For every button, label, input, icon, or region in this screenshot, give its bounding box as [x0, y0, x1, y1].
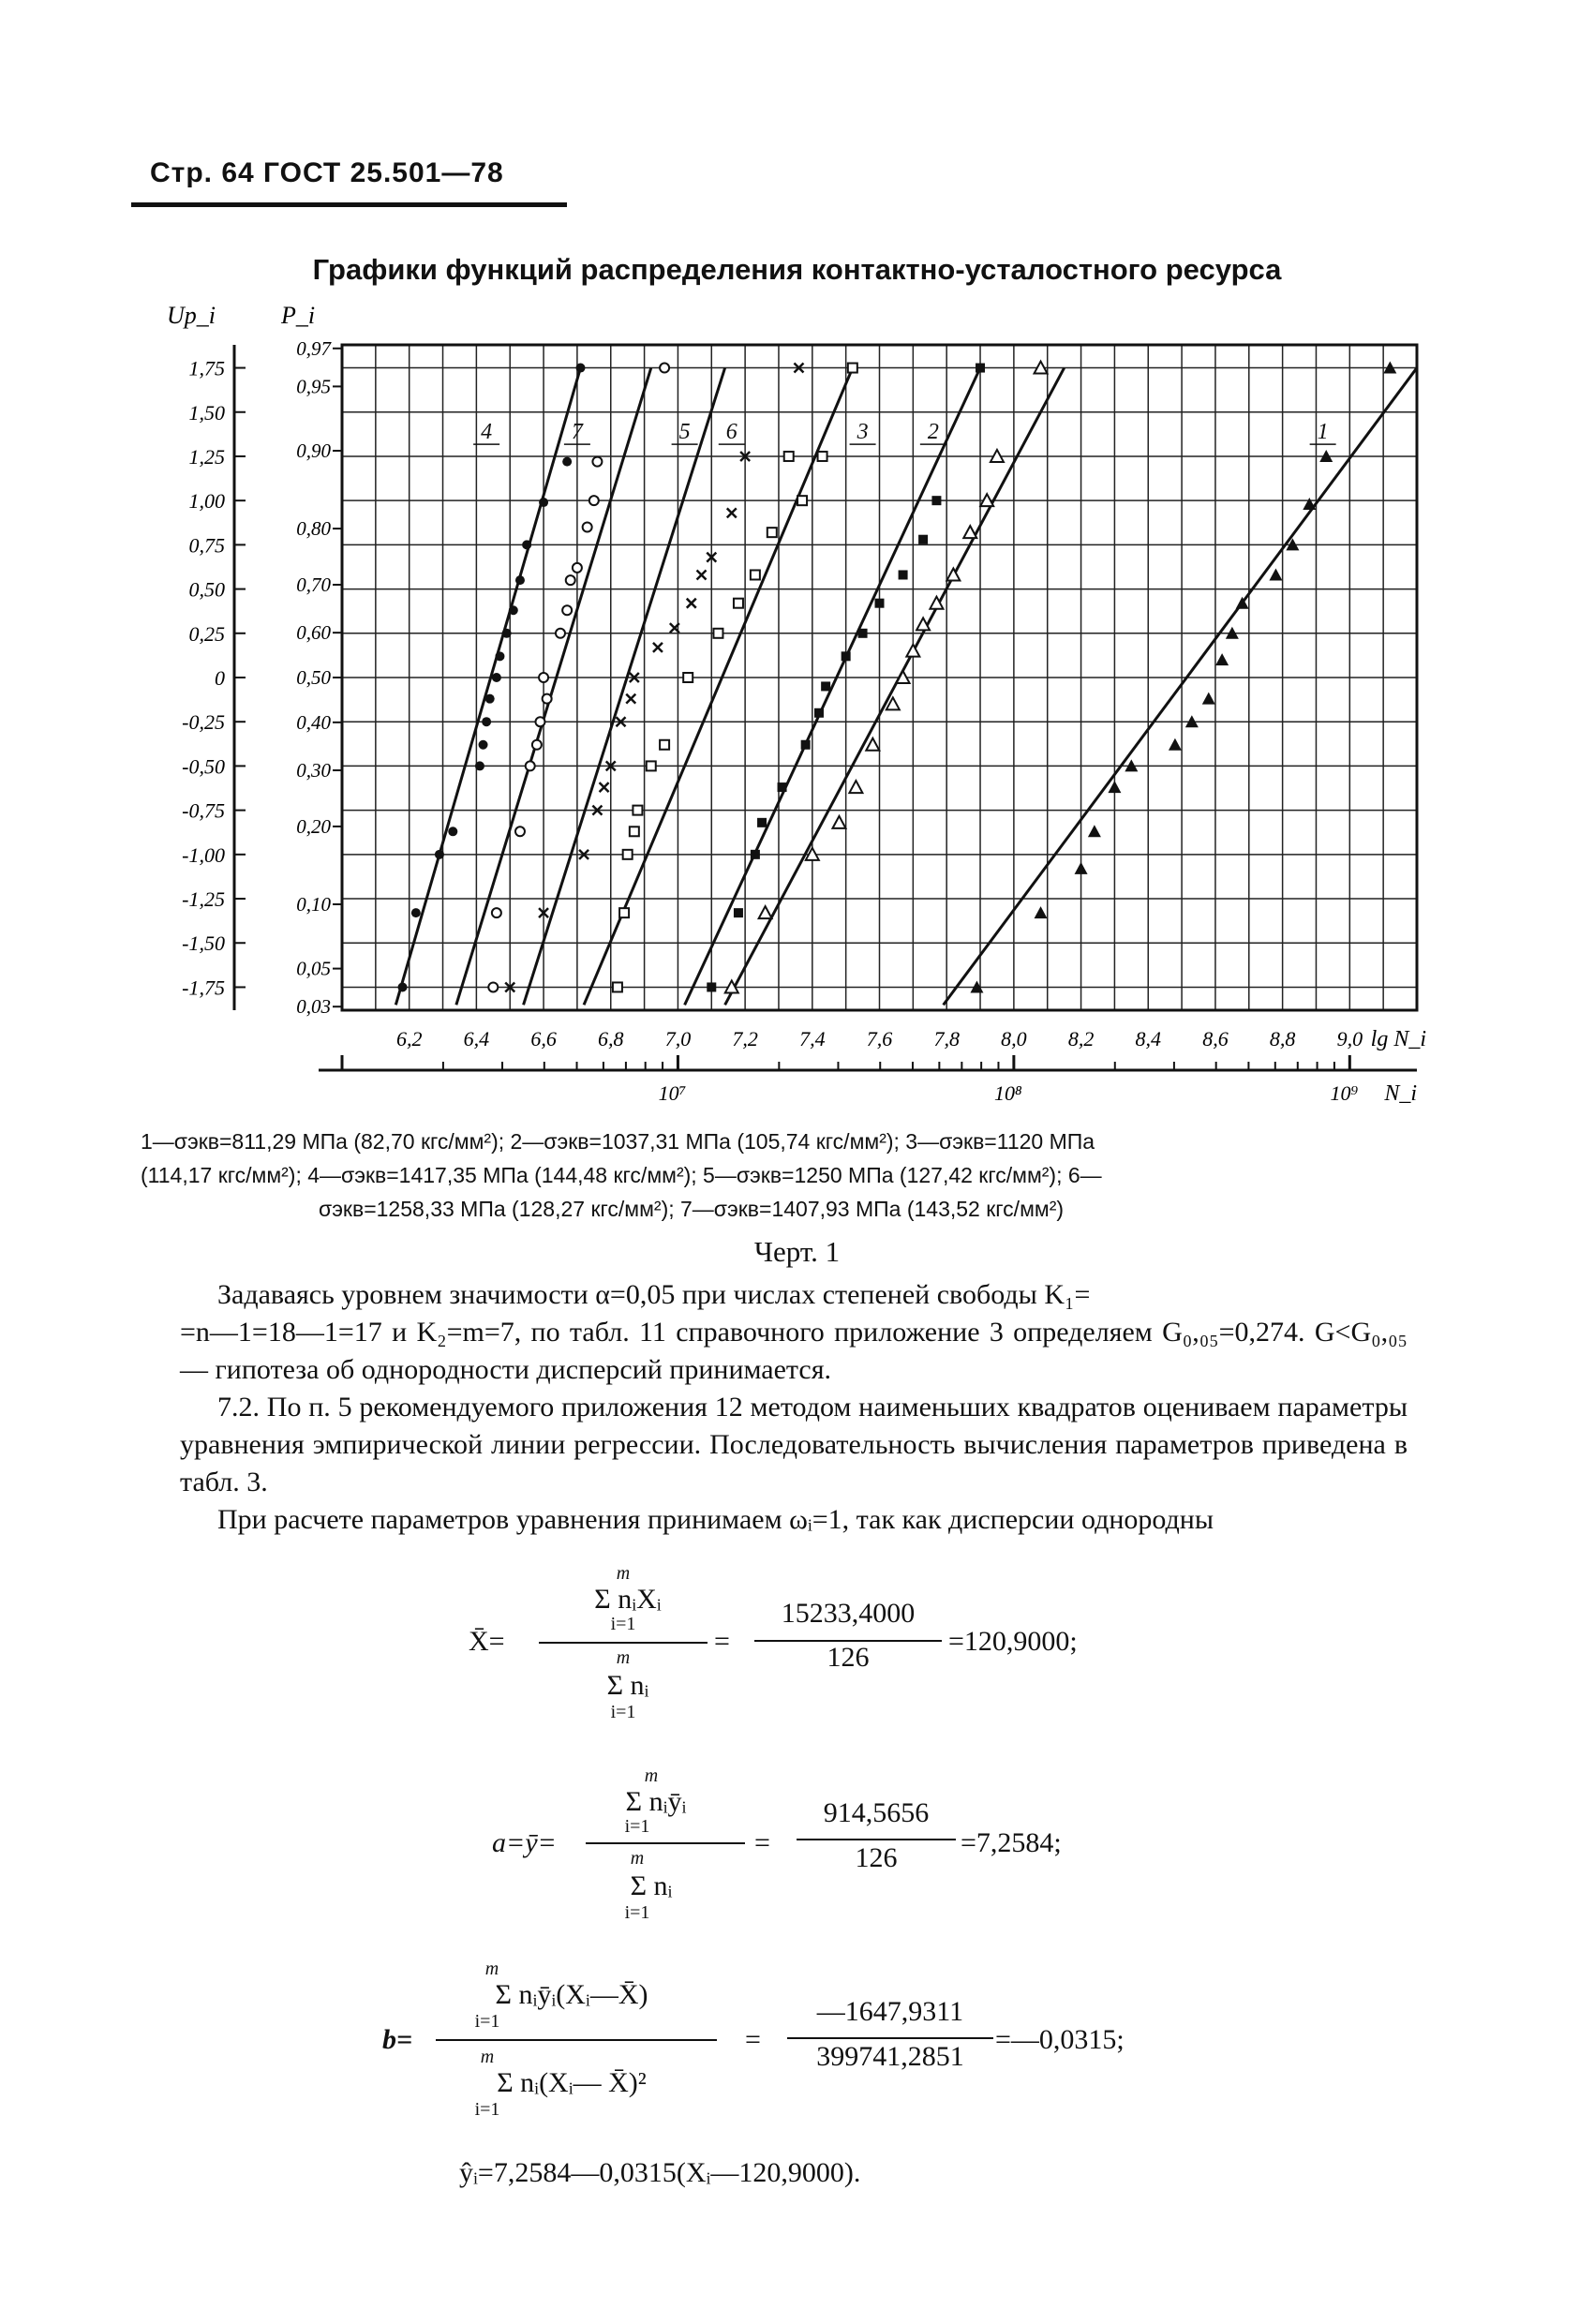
point-7: [566, 575, 575, 585]
p-tick-label: 0,97: [296, 336, 331, 360]
chart-grid: [342, 345, 1417, 1010]
eq-b-num2: —1647,9311: [816, 1996, 964, 2027]
secondary-tick-label: 10⁷: [658, 1081, 687, 1105]
point-4: [575, 364, 585, 373]
point-2: [963, 526, 976, 538]
eq-a-result: =7,2584;: [961, 1827, 1062, 1858]
point-3: [751, 850, 760, 859]
point-6: [784, 452, 794, 461]
point-4: [479, 740, 488, 750]
eq-a-bar2: [797, 1839, 956, 1840]
eq-b-eq: =: [745, 2024, 761, 2055]
p-tick-label: 0,03: [296, 995, 331, 1019]
point-6: [630, 827, 639, 836]
point-3: [899, 570, 908, 579]
point-2: [759, 906, 772, 918]
point-6: [660, 740, 669, 750]
eq-a-sum-top: m: [644, 1765, 659, 1786]
point-3: [707, 982, 716, 991]
point-7: [660, 364, 669, 373]
series-label-1: 1: [1317, 420, 1329, 445]
point-3: [821, 681, 830, 691]
eq-xbar-eq: =: [714, 1626, 730, 1657]
eq-b-bar: [436, 2039, 717, 2041]
eq-b-bar2: [787, 2037, 993, 2039]
eq-xbar-sum-bottom: i=1: [610, 1614, 636, 1634]
point-2: [866, 738, 879, 751]
point-4: [448, 827, 457, 836]
point-3: [778, 782, 787, 792]
point-7: [589, 496, 599, 505]
point-6: [623, 850, 633, 859]
up-tick-label: -0,25: [182, 710, 225, 735]
up-tick-label: 0,50: [188, 577, 225, 602]
point-5: [653, 643, 663, 652]
eq-xbar-bar: [539, 1642, 708, 1644]
eq-b-result: =—0,0315;: [995, 2024, 1125, 2055]
x-tick-label: 8,6: [1202, 1027, 1229, 1050]
series-label-4: 4: [481, 420, 493, 445]
point-6: [751, 570, 760, 579]
point-4: [475, 761, 484, 770]
point-6: [683, 673, 693, 682]
up-tick-label: -0,50: [182, 754, 225, 779]
eq-b-lhs: b=: [382, 2024, 413, 2055]
point-5: [687, 599, 696, 608]
eq-a-lhs: a=ȳ=: [492, 1827, 557, 1858]
point-4: [522, 540, 531, 549]
eq-xbar-num: Σ nᵢXᵢ: [594, 1584, 662, 1615]
legend-line-1: 1—σэкв=811,29 МПа (82,70 кгс/мм²); 2—σэкв=1037,31 МПа (105,74 кгс/мм²); 3—σэкв=1120 МПа: [141, 1129, 1095, 1154]
x-tick-label: 6,4: [463, 1027, 490, 1050]
p-tick-label: 0,30: [296, 759, 331, 782]
eq-b-sum-bottom-den: i=1: [474, 2099, 500, 2120]
point-3: [814, 708, 824, 718]
point-5: [697, 570, 707, 579]
point-4: [562, 457, 572, 467]
x-tick-label: 6,2: [395, 1027, 423, 1050]
x-tick-label: 8,2: [1067, 1027, 1095, 1050]
point-7: [543, 694, 552, 704]
point-3: [801, 740, 811, 750]
contact-fatigue-chart: [0, 0, 1594, 1106]
point-1: [1169, 738, 1182, 751]
point-4: [509, 605, 518, 615]
point-4: [495, 651, 504, 661]
point-7: [488, 982, 498, 991]
x-tick-label: 7,6: [866, 1027, 893, 1050]
point-1: [1075, 862, 1088, 874]
series-label-7: 7: [571, 420, 583, 445]
page-header: Стр. 64 ГОСТ 25.501—78: [150, 157, 504, 188]
eq-a-sum-bottom-den: i=1: [624, 1902, 650, 1923]
series-label-2: 2: [927, 420, 939, 445]
eq-b-den: Σ nᵢ(Xᵢ— X̄)²: [497, 2067, 647, 2098]
eq-b-den2: 399741,2851: [816, 2041, 964, 2072]
point-4: [485, 694, 495, 704]
up-tick-label: 1,75: [188, 356, 225, 380]
p-tick-label: 0,95: [296, 375, 331, 398]
paragraph-weights: При расчете параметров уравнения принимаем ωᵢ=1, так как дисперсии однородны: [217, 1504, 1214, 1535]
point-4: [411, 908, 421, 917]
point-5: [727, 508, 737, 517]
point-6: [848, 364, 857, 373]
p-tick-label: 0,70: [296, 573, 331, 596]
p-tick-label: 0,20: [296, 814, 331, 838]
eq-a-den: Σ nᵢ: [630, 1870, 673, 1901]
point-6: [619, 908, 629, 917]
point-1: [1215, 653, 1229, 665]
point-1: [1269, 568, 1282, 580]
paragraph-significance: Задаваясь уровнем значимости α=0,05 при числах степеней свободы K₁= =n—1=18—1=17 и K₂=m=7, по табл. 11 справочного приложение 3 определяем G₀,₀₅=0,274. G<G₀,₀₅ — гипотеза об однородности дисперсий принимается.: [180, 1279, 1408, 1385]
series-label-5: 5: [678, 420, 691, 445]
eq-b-sum-top: m: [484, 1959, 499, 1979]
x-tick-label: 7,0: [664, 1027, 692, 1050]
p-tick-label: 0,50: [296, 666, 331, 689]
point-6: [713, 629, 723, 638]
point-3: [734, 908, 743, 917]
paragraph-7-2: 7.2. По п. 5 рекомендуемого приложения 12 методом наименьших квадратов оцениваем параметры уравнения эмпирической линии регрессии. Последовательность вычисления параметров приведена в табл. 3.: [180, 1392, 1408, 1497]
p-tick-label: 0,80: [296, 517, 331, 541]
eq-a-num: Σ nᵢȳᵢ: [625, 1786, 687, 1817]
point-4: [435, 850, 444, 859]
up-tick-label: -1,00: [182, 842, 225, 867]
point-7: [532, 740, 542, 750]
chart-series-lines: [395, 368, 1417, 1006]
x-tick-label: 7,8: [933, 1027, 960, 1050]
x-tick-label: 9,0: [1336, 1027, 1363, 1050]
point-3: [918, 535, 928, 544]
x-tick-label: 6,8: [598, 1027, 624, 1050]
point-2: [906, 645, 919, 657]
point-1: [1303, 498, 1316, 510]
point-5: [600, 782, 609, 792]
point-1: [1202, 693, 1215, 705]
up-axis-title: Up_i: [167, 302, 216, 329]
eq-xbar-num2: 15233,4000: [781, 1598, 916, 1629]
eq-a-den2: 126: [855, 1842, 898, 1873]
point-7: [592, 457, 602, 467]
eq-b-num: Σ nᵢȳᵢ(Xᵢ—X̄): [495, 1979, 648, 2010]
point-7: [583, 522, 592, 531]
point-5: [626, 694, 635, 704]
up-tick-label: 1,25: [188, 444, 225, 469]
point-7: [526, 761, 535, 770]
eq-a-bar: [586, 1842, 745, 1844]
p-tick-label: 0,60: [296, 621, 331, 645]
legend-line-2: (114,17 кгс/мм²); 4—σэкв=1417,35 МПа (144,48 кгс/мм²); 5—σэкв=1250 МПа (127,42 кгс/мм²); 6—: [141, 1163, 1102, 1187]
x-axis-title: lg N_i: [1370, 1027, 1426, 1051]
up-tick-label: 1,50: [188, 400, 225, 425]
point-3: [858, 629, 868, 638]
point-7: [562, 605, 572, 615]
point-6: [647, 761, 656, 770]
point-4: [398, 982, 408, 991]
point-2: [832, 816, 845, 828]
p-axis-title: P_i: [281, 302, 316, 329]
figure-caption: Черт. 1: [753, 1235, 841, 1268]
eq-xbar-sum-bottom-den: i=1: [610, 1702, 636, 1722]
point-3: [842, 651, 851, 661]
series-line-3: [685, 368, 980, 1006]
point-7: [535, 717, 544, 726]
point-4: [539, 498, 548, 507]
x-tick-label: 8,0: [1001, 1027, 1027, 1050]
p-tick-label: 0,10: [296, 892, 331, 916]
point-7: [492, 908, 501, 917]
legend-line-3: σэкв=1258,33 МПа (128,27 кгс/мм²); 7—σэкв=1407,93 МПа (143,52 кгс/мм²): [319, 1197, 1065, 1221]
x-tick-label: 7,4: [799, 1027, 826, 1050]
up-tick-label: -1,25: [182, 887, 225, 912]
chart-tick-labels: [167, 302, 1426, 1106]
point-7: [573, 563, 582, 573]
eq-xbar-den2: 126: [827, 1642, 870, 1673]
series-label-6: 6: [725, 420, 737, 445]
eq-b-sum-top-den: m: [480, 2047, 495, 2067]
eq-xbar-result: =120,9000;: [948, 1626, 1078, 1657]
x-tick-label: 8,8: [1269, 1027, 1296, 1050]
secondary-tick-label: 10⁸: [994, 1081, 1022, 1105]
up-tick-label: 0,25: [188, 621, 225, 646]
up-tick-label: 0: [215, 666, 225, 690]
eq-xbar-lhs: X̄=: [469, 1626, 505, 1657]
up-tick-label: 1,00: [188, 489, 225, 514]
eq-xbar-den: Σ nᵢ: [606, 1670, 649, 1701]
eq-a-sum-top-den: m: [630, 1848, 645, 1869]
point-4: [515, 575, 525, 585]
up-tick-label: -1,75: [182, 976, 225, 1000]
point-1: [1088, 825, 1101, 837]
secondary-axis-title: N_i: [1384, 1081, 1417, 1106]
up-tick-label: -0,75: [182, 798, 225, 823]
x-tick-label: 6,6: [530, 1027, 557, 1050]
x-tick-label: 8,4: [1135, 1027, 1161, 1050]
point-3: [931, 496, 941, 505]
point-3: [875, 599, 885, 608]
point-6: [613, 982, 622, 991]
point-6: [818, 452, 827, 461]
eq-b-sum-bottom: i=1: [474, 2011, 500, 2032]
p-tick-label: 0,40: [296, 710, 331, 734]
up-tick-label: 0,75: [188, 533, 225, 558]
point-6: [797, 496, 807, 505]
x-tick-label: 7,2: [732, 1027, 758, 1050]
point-7: [556, 629, 565, 638]
point-3: [976, 364, 985, 373]
secondary-tick-label: 10⁹: [1330, 1081, 1359, 1105]
up-tick-label: -1,50: [182, 931, 225, 956]
eq-a-eq: =: [754, 1827, 770, 1858]
point-6: [767, 528, 777, 537]
point-6: [633, 806, 642, 815]
point-2: [849, 781, 862, 793]
point-4: [492, 673, 501, 682]
figure-title: Графики функций распределения контактно-усталостного ресурса: [312, 253, 1282, 286]
p-tick-label: 0,05: [296, 957, 331, 980]
eq-regression: ŷᵢ=7,2584—0,0315(Xᵢ—120,9000).: [459, 2157, 861, 2188]
series-label-3: 3: [857, 420, 869, 445]
eq-xbar-sum-top: m: [616, 1563, 631, 1584]
point-4: [482, 717, 491, 726]
point-4: [502, 629, 512, 638]
point-7: [539, 673, 548, 682]
p-tick-label: 0,90: [296, 439, 331, 463]
eq-a-num2: 914,5656: [823, 1797, 930, 1828]
eq-a-sum-bottom: i=1: [624, 1816, 650, 1837]
point-6: [734, 599, 743, 608]
eq-xbar-sum-top-den: m: [616, 1647, 631, 1668]
point-1: [1035, 906, 1048, 918]
point-7: [515, 827, 525, 836]
point-3: [757, 818, 767, 827]
